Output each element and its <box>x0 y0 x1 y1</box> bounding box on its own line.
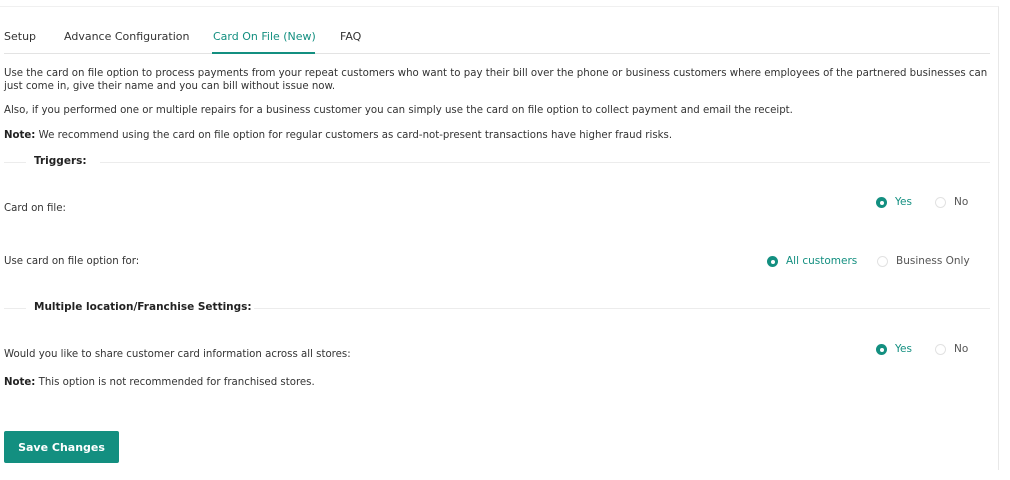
card-on-file-label: Card on file: <box>4 203 66 214</box>
divider <box>100 162 990 163</box>
intro-paragraph: Use the card on file option to process payments from your repeat customers who want to pay their bill over the phone or business customers where employees of the partnered businesses can just come in, give their name and you can bill without issue now. <box>4 68 988 92</box>
note-label: Note: <box>4 130 36 141</box>
radio-label: All customers <box>786 255 858 267</box>
radio-checked-icon <box>767 256 778 267</box>
divider <box>4 308 26 309</box>
radio-label: No <box>954 343 969 355</box>
tab-card-on-file[interactable]: Card On File (New) <box>213 30 316 43</box>
radio-checked-icon <box>876 197 887 208</box>
radio-label: Yes <box>895 343 912 355</box>
section-title: Triggers: <box>34 155 87 167</box>
radio-label: No <box>954 196 969 208</box>
tab-advance-configuration[interactable]: Advance Configuration <box>64 30 190 43</box>
radio-unchecked-icon <box>935 197 946 208</box>
active-tab-indicator <box>212 52 315 54</box>
radio-label: Business Only <box>896 255 970 267</box>
divider <box>4 162 26 163</box>
fraud-note <box>4 129 989 142</box>
tab-bar <box>4 22 990 54</box>
note-label: Note: <box>4 377 36 388</box>
franchise-note <box>4 376 989 389</box>
franchise-section-header <box>4 301 990 315</box>
note-text: We recommend using the card on file option for regular customers as card-not-present transactions have higher fraud risks. <box>35 130 673 141</box>
section-title: Multiple location/Franchise Settings: <box>34 301 252 313</box>
note-text: This option is not recommended for franchised stores. <box>35 377 315 388</box>
share-card-info-label: Would you like to share customer card information across all stores: <box>4 349 351 360</box>
repairs-paragraph: Also, if you performed one or multiple repairs for a business customer you can simply use the card on file option to collect payment and email the receipt. <box>4 105 793 116</box>
tab-setup[interactable]: Setup <box>4 30 37 43</box>
divider <box>254 308 990 309</box>
radio-checked-icon <box>876 344 887 355</box>
triggers-section-header <box>4 155 990 169</box>
use-card-for-label: Use card on file option for: <box>4 256 140 267</box>
radio-unchecked-icon <box>935 344 946 355</box>
radio-label: Yes <box>895 196 912 208</box>
tab-faq[interactable]: FAQ <box>340 30 362 43</box>
radio-unchecked-icon <box>877 256 888 267</box>
save-changes-button[interactable]: Save Changes <box>4 431 119 463</box>
